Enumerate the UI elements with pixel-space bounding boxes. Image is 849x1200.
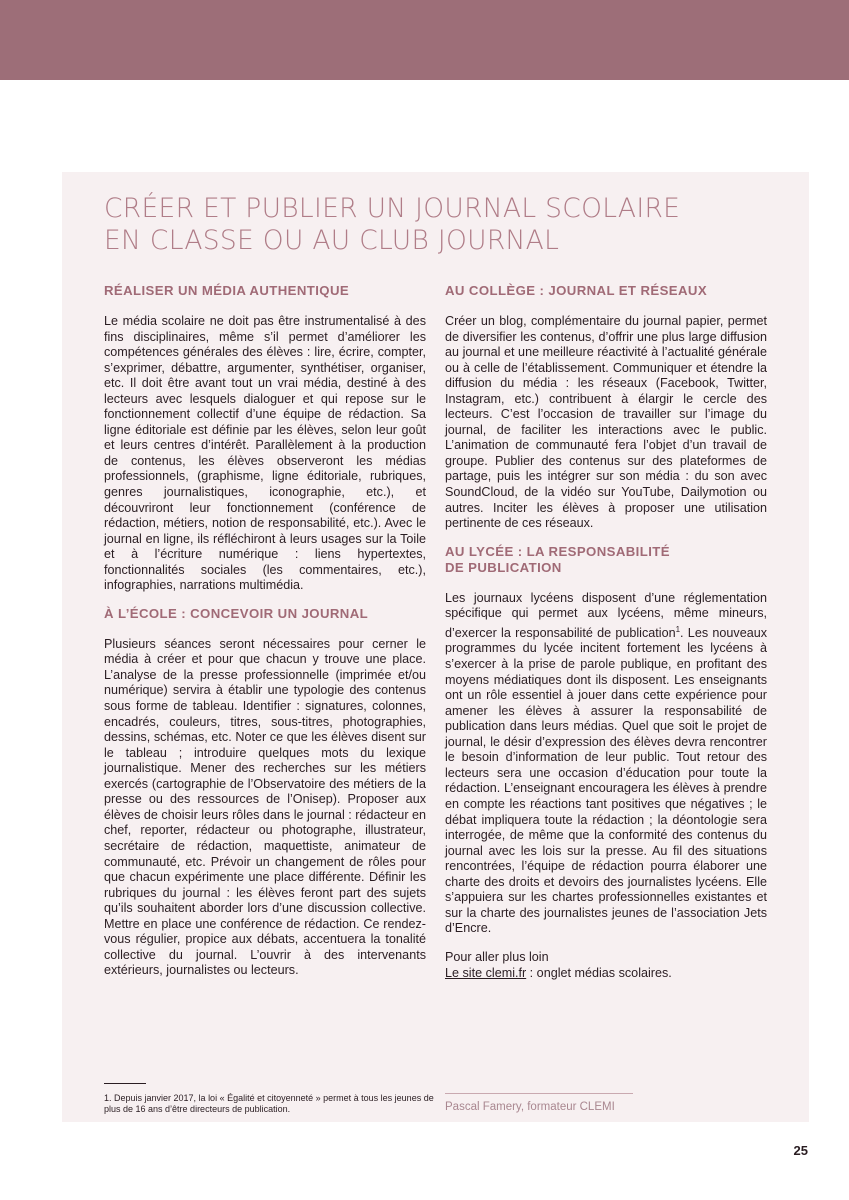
section-heading-lycee-line-1: AU LYCÉE : LA RESPONSABILITÉ [445, 543, 670, 559]
footnote-reference[interactable]: 1 [675, 624, 681, 634]
section-text-ecole: Plusieurs séances seront nécessaires pour cerner le média à créer et pour que chacun y trouve une place. L’analyse de la presse professionnelle (imprimée et/ou numérique) servira à établir une typologie des contenus sous forme de tableau. Identifier : signatures, colonnes, encadrés, couleurs, titres, sous-titres, photographies, dessins, schémas, etc. Noter ce que les élèves disent sur le tableau ; introduire quelques mots du lexique journalistique. Mener des recherches sur les métiers exercés (cartographie de l’Observatoire des métiers de la presse ou des ressources de l’Onisep). Proposer aux élèves de choisir leurs rôles dans le journal : rédacteur en chef, reporter, rédacteur ou photographe, illustrateur, secrétaire de rédaction, maquettiste, animateur de communauté, etc. Prévoir un changement de rôles pour que chacun expérimente une place différente. Définir les rubriques du journal : les élèves feront part des sujets qu’ils souhaitent aborder lors d’une discussion collective. Mettre en place une conférence de rédaction. Ce rendez-vous régulier, propice aux débats, accentuera la tonalité collective du journal. L’ouvrir à des intervenants extérieurs, journalistes ou lecteurs. [104, 636, 427, 978]
section-text-lycee [445, 591, 767, 937]
signature-divider [445, 1093, 633, 1094]
left-column [104, 283, 454, 979]
top-color-band [0, 0, 849, 80]
title-line-1: CRÉER ET PUBLIER UN JOURNAL SCOLAIRE [104, 193, 681, 224]
section-heading-lycee-line-2: DE PUBLICATION [445, 559, 562, 575]
lycee-text-part-1: Les journaux lycéens disposent d’une réglementation spécifique qui permet aux lycéens, même mineurs, d’exercer la responsabilité de publication [445, 590, 767, 640]
further-reading [445, 949, 767, 981]
section-heading-college: AU COLLÈGE : JOURNAL ET RÉSEAUX [445, 283, 708, 298]
clemi-site-link[interactable]: Le site clemi.fr [445, 965, 527, 980]
footnote: 1. Depuis janvier 2017, la loi « Égalité et citoyenneté » permet à tous les jeunes de plus de 16 ans d’être directeurs de publication. [104, 1093, 434, 1114]
section-heading-ecole: À L’ÉCOLE : CONCEVOIR UN JOURNAL [104, 605, 369, 621]
page-number: 25 [793, 1143, 808, 1158]
footnote-divider [104, 1083, 146, 1084]
lycee-text-part-2: . Les nouveaux programmes du lycée incitent fortement les lycéens à s’exercer à la prise de parole publique, en profitant des moyens médiatiques dont ils disposent. Les enseignants ont un rôle essentiel à jouer dans cette expérience pour amener les élèves à assurer la responsabilité de publication dans leurs médias. Quel que soit le projet de journal, le désir d’expression des élèves devra rencontrer le besoin d’information de leur public. Tout retour des lecteurs sera une occasion d’éducation pour toute la rédaction. L’enseignant encouragera les élèves à prendre en compte les réactions tant positives que négatives ; le débat impliquera toute la rédaction ; la déontologie sera interrogée, de même que la conformité des contenus du journal avec les lois sur la presse. Au fil des situations rencontrées, l’équipe de rédaction pourra élaborer une charte des droits et devoirs des journalistes lycéens. Elle s’appuiera sur les chartes professionnelles existantes et sur la charte des journalistes jeunes de l’association Jets d’Encre. [445, 625, 767, 936]
title-line-2: EN CLASSE OU AU CLUB JOURNAL [104, 225, 560, 256]
section-heading-media: RÉALISER UN MÉDIA AUTHENTIQUE [104, 283, 350, 298]
further-reading-label: Pour aller plus loin [445, 949, 549, 964]
further-reading-rest: : onglet médias scolaires. [526, 965, 672, 980]
author-signature: Pascal Famery, formateur CLEMI [445, 1101, 615, 1113]
page-title [104, 193, 764, 257]
section-text-college: Créer un blog, complémentaire du journal papier, permet de diversifier les contenus, d’offrir une plus large diffusion au journal et une meilleure réactivité à l’actualité générale ou à celle de l’établissement. Communiquer et étendre la diffusion du média : les réseaux (Facebook, Twitter, Instagram, etc.) contribuent à élargir le cercle des lecteurs. C’est l’occasion de travailler sur l’image du journal, de faciliter les interactions avec le public. L’animation de communauté fera l’objet d’un travail de groupe. Publier des contenus sur des plateformes de partage, puis les intégrer sur son média : du son avec SoundCloud, de la vidéo sur YouTube, Dailymotion ou autres. Inciter les élèves à proposer une utilisation pertinente de ces réseaux. [445, 314, 767, 531]
right-column [445, 283, 767, 981]
section-text-media: Le média scolaire ne doit pas être instrumentalisé à des fins disciplinaires, même s’il permet d’améliorer les compétences générales des élèves : lire, écrire, compter, s’exprimer, débattre, argumenter, synthétiser, organiser, etc. Il doit être avant tout un vrai média, destiné à des lecteurs avec lesquels dialoguer et qui repose sur le fonctionnement collectif d’une équipe de rédaction. Sa ligne éditoriale est définie par les élèves, selon leur goût et leurs centres d’intérêt. Parallèlement à la production de contenus, les élèves observeront les médias professionnels, (graphisme, ligne éditoriale, rubriques, genres journalistiques, iconographie, etc.), et découvriront leur fonctionnement (conférence de rédaction, métiers, notion de responsabilité, etc.). Avec le journal en ligne, ils réfléchiront à leurs usages sur la Toile et à l’écriture numérique : liens hypertextes, fonctionnalités sociales (les commentaires, etc.), infographies, narrations multimédia. [104, 314, 426, 593]
section-heading-lycee [445, 544, 767, 576]
